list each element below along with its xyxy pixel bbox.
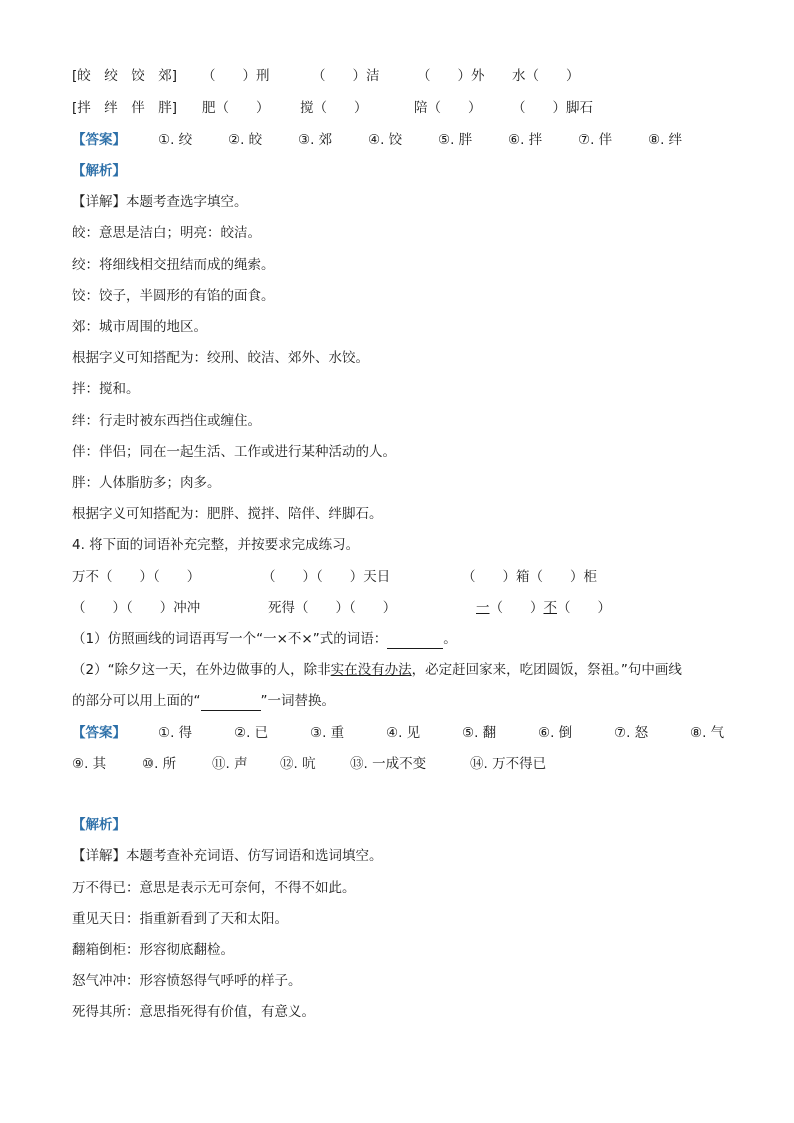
answer-tag: 【答案】 — [72, 725, 126, 741]
explain-line: 胖：人体脂肪多；肉多。 — [72, 475, 221, 491]
detail-line: 【详解】本题考查补充词语、仿写词语和选词填空。 — [72, 848, 383, 864]
explain-line: 绊：行走时被东西挡住或缠住。 — [72, 413, 261, 429]
blank-item: （ ）脚石 — [512, 100, 593, 116]
char-group-1: [皎 绞 饺 郊] — [72, 68, 178, 84]
blank-item: 搅（ ） — [300, 100, 368, 116]
idiom-blank: 死得（ ）（ ） — [268, 600, 397, 616]
analysis-tag: 【解析】 — [72, 163, 126, 179]
blank-item: 水（ ） — [512, 68, 580, 84]
answer-item: ①. 得 — [158, 725, 193, 741]
underlined-char: 一 — [476, 600, 490, 616]
blank-item: 陪（ ） — [414, 100, 482, 116]
explain-line: 重见天日：指重新看到了天和太阳。 — [72, 911, 288, 927]
detail-line: 【详解】本题考查选字填空。 — [72, 194, 248, 210]
answer-item: ⑦. 怒 — [614, 725, 649, 741]
question-title: 4. 将下面的词语补充完整，并按要求完成练习。 — [72, 537, 360, 553]
sub-question-1: （1）仿照画线的词语再写一个“一×不×”式的词语： 。 — [72, 631, 457, 647]
explain-line: 拌：搅和。 — [72, 381, 140, 397]
explain-line: 郊：城市周围的地区。 — [72, 319, 207, 335]
answer-item: ②. 皎 — [228, 132, 263, 148]
underlined-char: 不 — [543, 600, 557, 616]
answer-item: ⑤. 胖 — [438, 132, 473, 148]
blank-item: 肥（ ） — [202, 100, 270, 116]
blank-item: （ ）外 — [417, 68, 485, 84]
answer-item: ③. 重 — [310, 725, 345, 741]
answer-row-2 — [72, 723, 725, 743]
idiom-blank: 万不（ ）（ ） — [72, 569, 201, 585]
blank-item: （ ）洁 — [312, 68, 380, 84]
idiom-blank: （ ）（ ）天日 — [262, 569, 391, 585]
explain-line: 绞：将细线相交扭结而成的绳索。 — [72, 257, 275, 273]
answer-item: ⑥. 倒 — [538, 725, 573, 741]
answer-blank — [387, 634, 443, 649]
answer-item: ③. 郊 — [298, 132, 333, 148]
answer-tag: 【答案】 — [72, 132, 126, 148]
answer-item: ⑩. 所 — [142, 756, 177, 772]
answer-item: ⑭. 万不得已 — [470, 756, 547, 772]
analysis-tag: 【解析】 — [72, 817, 126, 833]
answer-item: ⑫. 吭 — [280, 756, 316, 772]
answer-item: ⑤. 翻 — [462, 725, 497, 741]
sub-question-2: （2）“除夕这一天，在外边做事的人，除非实在没有办法，必定赶回家来，吃团圆饭，祭祖。”句中画线 — [72, 662, 682, 678]
explain-line: 根据字义可知搭配为：肥胖、搅拌、陪伴、绊脚石。 — [72, 506, 383, 522]
explain-line: 伴：伴侣；同在一起生活、工作或进行某种活动的人。 — [72, 444, 396, 460]
idiom-blank: （ ）箱（ ）柜 — [462, 569, 597, 585]
answer-item: ⑬. 一成不变 — [350, 756, 427, 772]
char-group-2: [拌 绊 伴 胖] — [72, 100, 178, 116]
answer-item: ⑨. 其 — [72, 756, 107, 772]
explain-line: 翻箱倒柜：形容彻底翻检。 — [72, 942, 234, 958]
explain-line: 饺：饺子，半圆形的有馅的面食。 — [72, 288, 275, 304]
answer-item: ⑥. 拌 — [508, 132, 543, 148]
underlined-phrase: 实在没有办法 — [330, 662, 412, 678]
answer-item: ①. 绞 — [158, 132, 193, 148]
explain-line: 死得其所：意思指死得有价值，有意义。 — [72, 1004, 315, 1020]
answer-item: ⑪. 声 — [212, 756, 248, 772]
idiom-blank: （ ）（ ）冲冲 — [72, 600, 201, 616]
explain-line: 根据字义可知搭配为：绞刑、皎洁、郊外、水饺。 — [72, 350, 369, 366]
answer-item: ④. 见 — [386, 725, 421, 741]
underlined-idiom: 一（ ）不（ ） — [476, 600, 611, 616]
answer-item: ⑦. 伴 — [578, 132, 613, 148]
answer-item: ⑧. 绊 — [648, 132, 683, 148]
explain-line: 怒气冲冲：形容愤怒得气呼呼的样子。 — [72, 973, 302, 989]
explain-line: 万不得已：意思是表示无可奈何，不得不如此。 — [72, 880, 356, 896]
answer-blank — [201, 696, 261, 711]
answer-item: ⑧. 气 — [690, 725, 725, 741]
explain-line: 皎：意思是洁白；明亮：皎洁。 — [72, 225, 261, 241]
answer-row-1 — [72, 130, 683, 150]
sub-question-2-cont: 的部分可以用上面的“ ”一词替换。 — [72, 693, 335, 709]
answer-item: ②. 已 — [234, 725, 269, 741]
blank-item: （ ）刑 — [202, 68, 270, 84]
answer-item: ④. 饺 — [368, 132, 403, 148]
